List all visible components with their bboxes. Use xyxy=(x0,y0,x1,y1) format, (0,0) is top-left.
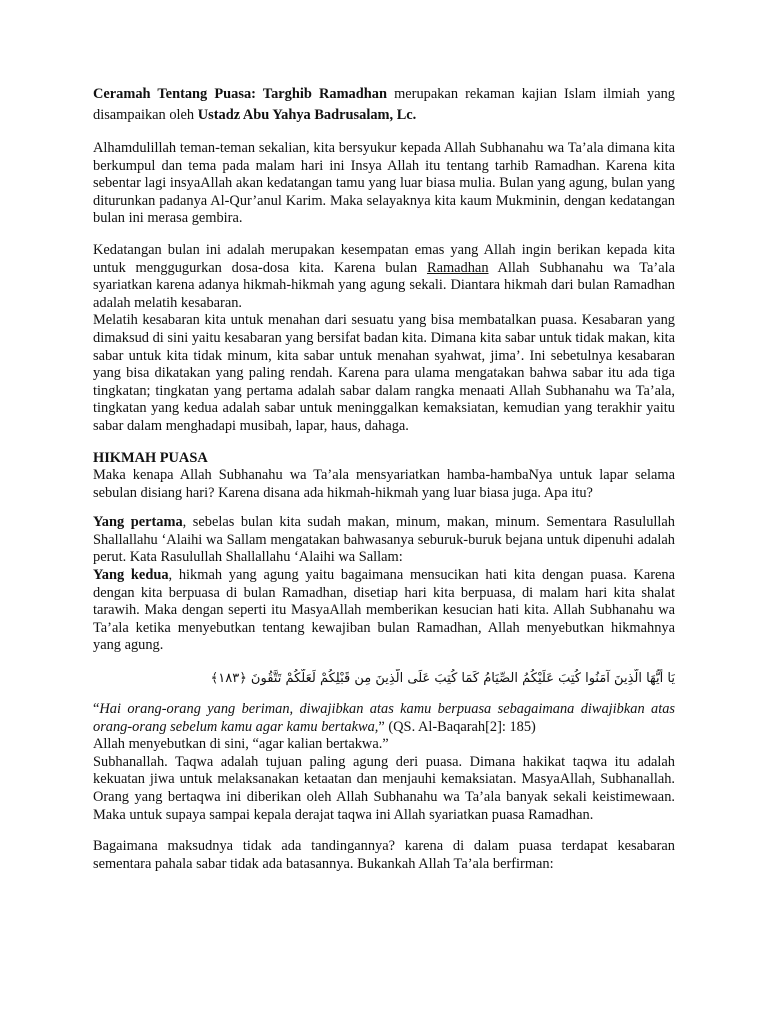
first-point-text: , sebelas bulan kita sudah makan, minum, makan, minum. Sementara Rasulullah Shallallahu ‘Alaihi wa Sallam mengatakan bahwasanya seburuk-buruk bejana untuk dipenuhi adalah perut. Kata Rasulullah Shallallahu ‘Alaihi wa Sallam: xyxy=(93,514,675,566)
intro-paragraph xyxy=(93,84,675,126)
intro-text: merupakan rekaman kajian Islam ilmiah yang disampaikan oleh xyxy=(93,86,676,123)
second-point-label: Yang kedua xyxy=(93,567,169,584)
translation-open-quote: “ xyxy=(93,701,100,718)
section-heading: HIKMAH PUASA xyxy=(93,449,208,466)
translation-line-2: Allah menyebutkan di sini, “agar kalian bertakwa.” xyxy=(93,736,389,753)
translation-italic: Hai orang-orang yang beriman, diwajibkan atas kamu berpuasa sebagaimana diwajibkan atas orang-orang sebelum kamu agar kamu bertakwa, xyxy=(93,701,675,735)
paragraph-3: Melatih kesabaran kita untuk menahan dari sesuatu yang bisa membatalkan puasa. Kesabaran yang dimaksud di sini yaitu kesabaran yang bersifat badan kita. Dimana kita sabar untuk tidak makan, kita sabar untuk kita tidak minum, kita sabar untuk menahan syahwat, jima’. Ini sebetulnya kesabaran yang bisa dikatakan yang paling rendah. Karena para ulama mengatakan bahwa sabar itu ada tiga tingkatan; tingkatan yang pertama adalah sabar dalam rangka menaati Allah Subhanahu wa Ta’ala, tingkatan yang kedua adalah sabar untuk meninggalkan kemaksiatan, kemudian yang terakhir yaitu sabar dalam menghadapi musibah, lapar, haus, dahaga. xyxy=(93,312,675,434)
first-point-label: Yang pertama xyxy=(93,514,183,531)
paragraph-2-after: Allah Subhanahu wa Ta’ala syariatkan karena adanya hikmah-hikmah yang agung sekali. Diantara hikmah dari bulan Ramadhan adalah melatih kesabaran. xyxy=(93,259,675,311)
paragraph-4: Subhanallah. Taqwa adalah tujuan paling agung deri puasa. Dimana hakikat taqwa itu adalah kekuatan jiwa untuk melaksanakan ketaatan dan menjauhi kemaksiatan. MasyaAllah, Subhanallah. Orang yang bertaqwa ini diberikan oleh Allah Subhanahu wa Ta’ala banyak sekali keistimewaan. Maka untuk supaya sampai kepala derajat taqwa ini Allah syariatkan puasa Ramadhan. xyxy=(93,753,675,823)
article-title: Ceramah Tentang Puasa: Targhib Ramadhan xyxy=(93,86,387,102)
paragraph-2 xyxy=(93,242,675,312)
first-point xyxy=(93,514,675,567)
translation-citation: ” (QS. Al-Baqarah[2]: 185) xyxy=(378,718,536,735)
paragraph-1: Alhamdulillah teman-teman sekalian, kita bersyukur kepada Allah Subhanahu wa Ta’ala dimana kita berkumpul dan tema pada malam hari ini Insya Allah itu tentang tarhib Ramadhan. Karena kita sebentar lagi insyaAllah akan kedatangan tamu yang luar biasa mulia. Bulan yang agung, bulan yang diturunkan padanya Al-Qur’anul Karim. Maka selayaknya kita kaum Mukminin, dengan kedatangan bulan ini merasa gembira. xyxy=(93,140,675,227)
verse-translation xyxy=(93,701,675,736)
ramadhan-link[interactable]: Ramadhan xyxy=(426,259,489,276)
second-point-text: , hikmah yang agung yaitu bagaimana mensucikan hati kita dengan puasa. Karena dengan kita berpuasa di bulan Ramadhan, disetiap hari kita berpuasa, di malam hari kita shalat tarawih. Maka dengan seperti itu MasyaAllah memberikan kesucian hati kita. Allah Subhanahu wa Ta’ala ketika menyebutkan tentang kewajiban bulan Ramadhan, Allah menyebutkan hikmahnya yang agung. xyxy=(93,567,675,654)
speaker-name: Ustadz Abu Yahya Badrusalam, Lc. xyxy=(197,107,417,123)
arabic-verse: يَا أَيُّهَا الَّذِينَ آمَنُوا كُتِبَ عَلَيْكُمُ الصِّيَامُ كَمَا كُتِبَ عَلَى الَّذِينَ مِن قَبْلِكُمْ لَعَلَّكُمْ تَتَّقُونَ ﴿١٨٣﴾ xyxy=(210,671,675,687)
second-point xyxy=(93,567,675,655)
section-intro: Maka kenapa Allah Subhanahu wa Ta’ala mensyariatkan hamba-hambaNya untuk lapar selama sebulan disiang hari? Karena disana ada hikmah-hikmah yang luar biasa juga. Apa itu? xyxy=(93,467,675,501)
paragraph-5: Bagaimana maksudnya tidak ada tandingannya? karena di dalam puasa terdapat kesabaran sementara pahala sabar tidak ada batasannya. Bukankah Allah Ta’ala berfirman: xyxy=(93,838,675,872)
paragraph-2-before: Kedatangan bulan ini adalah merupakan kesempatan emas yang Allah ingin berikan kepada kita untuk menggugurkan dosa-dosa kita. Karena bulan xyxy=(93,241,675,276)
